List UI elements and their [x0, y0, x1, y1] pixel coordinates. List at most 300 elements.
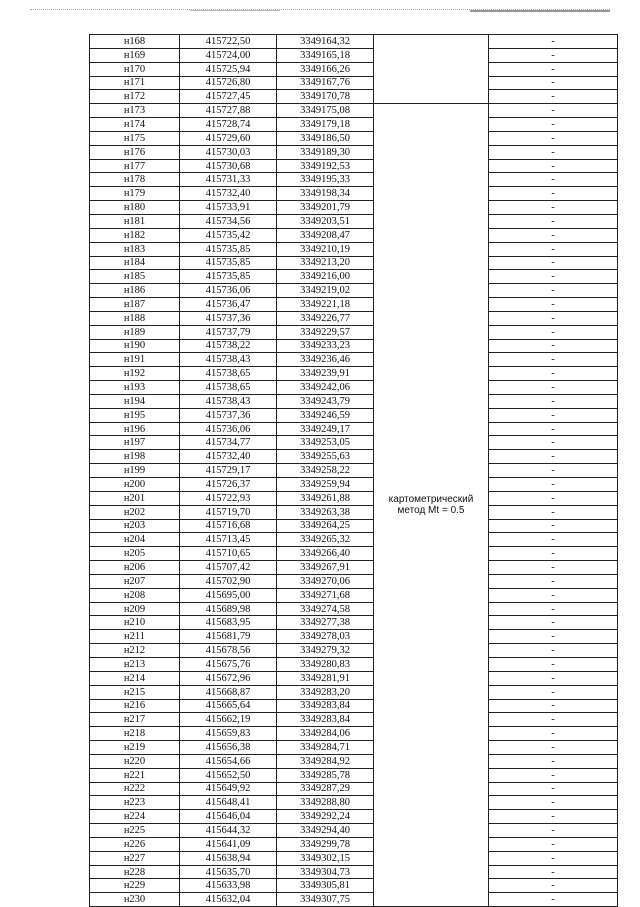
table-row [90, 187, 618, 201]
table-row [90, 782, 618, 796]
table-row [90, 48, 618, 62]
table-row [90, 201, 618, 215]
table-row [90, 699, 618, 713]
table-row [90, 547, 618, 561]
description-cell: - [489, 436, 618, 450]
point-id-cell: н178 [90, 173, 180, 187]
description-cell: - [489, 478, 618, 492]
point-id-cell: н208 [90, 588, 180, 602]
y-coordinate-cell: 3349253,05 [277, 436, 374, 450]
table-row [90, 630, 618, 644]
point-id-cell: н170 [90, 62, 180, 76]
point-id-cell: н224 [90, 810, 180, 824]
point-id-cell: н211 [90, 630, 180, 644]
point-id-cell: н217 [90, 713, 180, 727]
x-coordinate-cell: 415727,88 [180, 104, 277, 118]
x-coordinate-cell: 415738,43 [180, 394, 277, 408]
y-coordinate-cell: 3349236,46 [277, 353, 374, 367]
x-coordinate-cell: 415641,09 [180, 837, 277, 851]
table-row [90, 311, 618, 325]
x-coordinate-cell: 415668,87 [180, 685, 277, 699]
scan-artifact-line [470, 10, 610, 14]
table-row [90, 851, 618, 865]
description-cell: - [489, 464, 618, 478]
description-cell: - [489, 768, 618, 782]
x-coordinate-cell: 415730,03 [180, 145, 277, 159]
point-id-cell: н175 [90, 131, 180, 145]
description-cell: - [489, 561, 618, 575]
description-cell: - [489, 62, 618, 76]
description-cell: - [489, 505, 618, 519]
table-row [90, 533, 618, 547]
point-id-cell: н186 [90, 284, 180, 298]
x-coordinate-cell: 415730,68 [180, 159, 277, 173]
table-row [90, 561, 618, 575]
x-coordinate-cell: 415633,98 [180, 879, 277, 893]
table-row [90, 768, 618, 782]
x-coordinate-cell: 415725,94 [180, 62, 277, 76]
table-row [90, 90, 618, 104]
table-row [90, 256, 618, 270]
y-coordinate-cell: 3349274,58 [277, 602, 374, 616]
y-coordinate-cell: 3349285,78 [277, 768, 374, 782]
y-coordinate-cell: 3349299,78 [277, 837, 374, 851]
x-coordinate-cell: 415737,36 [180, 408, 277, 422]
point-id-cell: н230 [90, 893, 180, 907]
point-id-cell: н214 [90, 671, 180, 685]
y-coordinate-cell: 3349261,88 [277, 491, 374, 505]
y-coordinate-cell: 3349189,30 [277, 145, 374, 159]
table-row [90, 671, 618, 685]
y-coordinate-cell: 3349242,06 [277, 381, 374, 395]
point-id-cell: н219 [90, 741, 180, 755]
table-row [90, 810, 618, 824]
y-coordinate-cell: 3349278,03 [277, 630, 374, 644]
y-coordinate-cell: 3349283,84 [277, 699, 374, 713]
point-id-cell: н221 [90, 768, 180, 782]
description-cell: - [489, 256, 618, 270]
y-coordinate-cell: 3349283,84 [277, 713, 374, 727]
y-coordinate-cell: 3349226,77 [277, 311, 374, 325]
y-coordinate-cell: 3349271,68 [277, 588, 374, 602]
point-id-cell: н179 [90, 187, 180, 201]
point-id-cell: н184 [90, 256, 180, 270]
x-coordinate-cell: 415735,85 [180, 270, 277, 284]
x-coordinate-cell: 415662,19 [180, 713, 277, 727]
table-row [90, 616, 618, 630]
table-row [90, 131, 618, 145]
x-coordinate-cell: 415672,96 [180, 671, 277, 685]
description-cell: - [489, 450, 618, 464]
x-coordinate-cell: 415732,40 [180, 187, 277, 201]
table-row [90, 173, 618, 187]
table-row [90, 436, 618, 450]
x-coordinate-cell: 415638,94 [180, 851, 277, 865]
y-coordinate-cell: 3349170,78 [277, 90, 374, 104]
x-coordinate-cell: 415713,45 [180, 533, 277, 547]
point-id-cell: н229 [90, 879, 180, 893]
point-id-cell: н171 [90, 76, 180, 90]
x-coordinate-cell: 415731,33 [180, 173, 277, 187]
table-row [90, 325, 618, 339]
x-coordinate-cell: 415738,43 [180, 353, 277, 367]
x-coordinate-cell: 415719,70 [180, 505, 277, 519]
point-id-cell: н226 [90, 837, 180, 851]
table-row [90, 837, 618, 851]
point-id-cell: н199 [90, 464, 180, 478]
x-coordinate-cell: 415644,32 [180, 824, 277, 838]
point-id-cell: н177 [90, 159, 180, 173]
x-coordinate-cell: 415665,64 [180, 699, 277, 713]
table-row [90, 104, 618, 118]
y-coordinate-cell: 3349164,32 [277, 35, 374, 49]
y-coordinate-cell: 3349175,08 [277, 104, 374, 118]
x-coordinate-cell: 415689,98 [180, 602, 277, 616]
description-cell: - [489, 588, 618, 602]
point-id-cell: н195 [90, 408, 180, 422]
point-id-cell: н181 [90, 214, 180, 228]
point-id-cell: н197 [90, 436, 180, 450]
table-row [90, 242, 618, 256]
x-coordinate-cell: 415738,22 [180, 339, 277, 353]
table-row [90, 713, 618, 727]
x-coordinate-cell: 415735,42 [180, 228, 277, 242]
description-cell: - [489, 76, 618, 90]
description-cell: - [489, 311, 618, 325]
y-coordinate-cell: 3349267,91 [277, 561, 374, 575]
description-cell: - [489, 699, 618, 713]
description-cell: - [489, 879, 618, 893]
y-coordinate-cell: 3349287,29 [277, 782, 374, 796]
point-id-cell: н225 [90, 824, 180, 838]
description-cell: - [489, 533, 618, 547]
table-row [90, 62, 618, 76]
description-cell: - [489, 284, 618, 298]
table-row [90, 450, 618, 464]
x-coordinate-cell: 415726,37 [180, 478, 277, 492]
x-coordinate-cell: 415710,65 [180, 547, 277, 561]
point-id-cell: н218 [90, 727, 180, 741]
y-coordinate-cell: 3349243,79 [277, 394, 374, 408]
description-cell: - [489, 837, 618, 851]
description-cell: - [489, 754, 618, 768]
y-coordinate-cell: 3349292,24 [277, 810, 374, 824]
table-row [90, 519, 618, 533]
description-cell: - [489, 173, 618, 187]
x-coordinate-cell: 415649,92 [180, 782, 277, 796]
description-cell: - [489, 367, 618, 381]
x-coordinate-cell: 415707,42 [180, 561, 277, 575]
description-cell: - [489, 118, 618, 132]
y-coordinate-cell: 3349216,00 [277, 270, 374, 284]
description-cell: - [489, 145, 618, 159]
description-cell: - [489, 214, 618, 228]
y-coordinate-cell: 3349233,23 [277, 339, 374, 353]
x-coordinate-cell: 415656,38 [180, 741, 277, 755]
point-id-cell: н169 [90, 48, 180, 62]
table-row [90, 298, 618, 312]
x-coordinate-cell: 415734,77 [180, 436, 277, 450]
description-cell: - [489, 671, 618, 685]
point-id-cell: н194 [90, 394, 180, 408]
y-coordinate-cell: 3349198,34 [277, 187, 374, 201]
y-coordinate-cell: 3349279,32 [277, 644, 374, 658]
description-cell: - [489, 491, 618, 505]
y-coordinate-cell: 3349195,33 [277, 173, 374, 187]
point-id-cell: н183 [90, 242, 180, 256]
x-coordinate-cell: 415724,00 [180, 48, 277, 62]
table-row [90, 284, 618, 298]
coordinates-table-body [90, 35, 618, 907]
description-cell: - [489, 616, 618, 630]
point-id-cell: н193 [90, 381, 180, 395]
x-coordinate-cell: 415727,45 [180, 90, 277, 104]
scan-artifact-line [190, 10, 280, 12]
point-id-cell: н174 [90, 118, 180, 132]
table-row [90, 270, 618, 284]
x-coordinate-cell: 415722,93 [180, 491, 277, 505]
y-coordinate-cell: 3349304,73 [277, 865, 374, 879]
y-coordinate-cell: 3349263,38 [277, 505, 374, 519]
description-cell: - [489, 339, 618, 353]
point-id-cell: н188 [90, 311, 180, 325]
x-coordinate-cell: 415738,65 [180, 381, 277, 395]
description-cell: - [489, 131, 618, 145]
point-id-cell: н203 [90, 519, 180, 533]
y-coordinate-cell: 3349284,06 [277, 727, 374, 741]
x-coordinate-cell: 415729,17 [180, 464, 277, 478]
table-row [90, 879, 618, 893]
table-row [90, 145, 618, 159]
description-cell: - [489, 824, 618, 838]
x-coordinate-cell: 415738,65 [180, 367, 277, 381]
description-cell: - [489, 187, 618, 201]
x-coordinate-cell: 415695,00 [180, 588, 277, 602]
x-coordinate-cell: 415733,91 [180, 201, 277, 215]
y-coordinate-cell: 3349179,18 [277, 118, 374, 132]
method-cell [374, 104, 489, 907]
y-coordinate-cell: 3349284,92 [277, 754, 374, 768]
table-row [90, 505, 618, 519]
description-cell: - [489, 893, 618, 907]
y-coordinate-cell: 3349288,80 [277, 796, 374, 810]
point-id-cell: н205 [90, 547, 180, 561]
table-row [90, 685, 618, 699]
point-id-cell: н228 [90, 865, 180, 879]
point-id-cell: н216 [90, 699, 180, 713]
table-row [90, 574, 618, 588]
table-row [90, 214, 618, 228]
point-id-cell: н176 [90, 145, 180, 159]
x-coordinate-cell: 415632,04 [180, 893, 277, 907]
x-coordinate-cell: 415716,68 [180, 519, 277, 533]
description-cell: - [489, 713, 618, 727]
y-coordinate-cell: 3349246,59 [277, 408, 374, 422]
coordinates-table [89, 34, 618, 907]
x-coordinate-cell: 415652,50 [180, 768, 277, 782]
description-cell: - [489, 408, 618, 422]
x-coordinate-cell: 415683,95 [180, 616, 277, 630]
x-coordinate-cell: 415736,06 [180, 422, 277, 436]
point-id-cell: н191 [90, 353, 180, 367]
table-row [90, 754, 618, 768]
description-cell: - [489, 574, 618, 588]
y-coordinate-cell: 3349239,91 [277, 367, 374, 381]
table-row [90, 367, 618, 381]
point-id-cell: н190 [90, 339, 180, 353]
x-coordinate-cell: 415737,79 [180, 325, 277, 339]
description-cell: - [489, 201, 618, 215]
description-cell: - [489, 602, 618, 616]
x-coordinate-cell: 415702,90 [180, 574, 277, 588]
point-id-cell: н212 [90, 644, 180, 658]
point-id-cell: н204 [90, 533, 180, 547]
table-row [90, 35, 618, 49]
point-id-cell: н209 [90, 602, 180, 616]
point-id-cell: н180 [90, 201, 180, 215]
description-cell: - [489, 547, 618, 561]
description-cell: - [489, 242, 618, 256]
description-cell: - [489, 630, 618, 644]
description-cell: - [489, 519, 618, 533]
y-coordinate-cell: 3349255,63 [277, 450, 374, 464]
point-id-cell: н173 [90, 104, 180, 118]
x-coordinate-cell: 415736,06 [180, 284, 277, 298]
point-id-cell: н172 [90, 90, 180, 104]
point-id-cell: н192 [90, 367, 180, 381]
table-row [90, 118, 618, 132]
description-cell: - [489, 298, 618, 312]
point-id-cell: н196 [90, 422, 180, 436]
description-cell: - [489, 35, 618, 49]
point-id-cell: н185 [90, 270, 180, 284]
description-cell: - [489, 851, 618, 865]
x-coordinate-cell: 415728,74 [180, 118, 277, 132]
table-row [90, 394, 618, 408]
point-id-cell: н168 [90, 35, 180, 49]
point-id-cell: н182 [90, 228, 180, 242]
y-coordinate-cell: 3349277,38 [277, 616, 374, 630]
table-row [90, 727, 618, 741]
point-id-cell: н223 [90, 796, 180, 810]
description-cell: - [489, 104, 618, 118]
y-coordinate-cell: 3349167,76 [277, 76, 374, 90]
x-coordinate-cell: 415732,40 [180, 450, 277, 464]
y-coordinate-cell: 3349283,20 [277, 685, 374, 699]
y-coordinate-cell: 3349294,40 [277, 824, 374, 838]
table-row [90, 339, 618, 353]
description-cell: - [489, 741, 618, 755]
table-row [90, 422, 618, 436]
point-id-cell: н200 [90, 478, 180, 492]
description-cell: - [489, 644, 618, 658]
y-coordinate-cell: 3349281,91 [277, 671, 374, 685]
y-coordinate-cell: 3349221,18 [277, 298, 374, 312]
y-coordinate-cell: 3349264,25 [277, 519, 374, 533]
x-coordinate-cell: 415729,60 [180, 131, 277, 145]
x-coordinate-cell: 415726,80 [180, 76, 277, 90]
table-row [90, 478, 618, 492]
table-row [90, 228, 618, 242]
y-coordinate-cell: 3349284,71 [277, 741, 374, 755]
y-coordinate-cell: 3349186,50 [277, 131, 374, 145]
table-row [90, 824, 618, 838]
point-id-cell: н198 [90, 450, 180, 464]
y-coordinate-cell: 3349165,18 [277, 48, 374, 62]
y-coordinate-cell: 3349265,32 [277, 533, 374, 547]
point-id-cell: н207 [90, 574, 180, 588]
x-coordinate-cell: 415675,76 [180, 657, 277, 671]
table-row [90, 741, 618, 755]
x-coordinate-cell: 415648,41 [180, 796, 277, 810]
point-id-cell: н201 [90, 491, 180, 505]
point-id-cell: н227 [90, 851, 180, 865]
description-cell: - [489, 270, 618, 284]
y-coordinate-cell: 3349208,47 [277, 228, 374, 242]
x-coordinate-cell: 415736,47 [180, 298, 277, 312]
y-coordinate-cell: 3349201,79 [277, 201, 374, 215]
x-coordinate-cell: 415722,50 [180, 35, 277, 49]
table-row [90, 588, 618, 602]
table-row [90, 159, 618, 173]
description-cell: - [489, 90, 618, 104]
y-coordinate-cell: 3349166,26 [277, 62, 374, 76]
method-cell-empty [374, 35, 489, 104]
y-coordinate-cell: 3349203,51 [277, 214, 374, 228]
description-cell: - [489, 48, 618, 62]
x-coordinate-cell: 415681,79 [180, 630, 277, 644]
table-row [90, 657, 618, 671]
table-row [90, 865, 618, 879]
x-coordinate-cell: 415735,85 [180, 256, 277, 270]
y-coordinate-cell: 3349229,57 [277, 325, 374, 339]
point-id-cell: н202 [90, 505, 180, 519]
point-id-cell: н187 [90, 298, 180, 312]
description-cell: - [489, 381, 618, 395]
x-coordinate-cell: 415678,56 [180, 644, 277, 658]
x-coordinate-cell: 415635,70 [180, 865, 277, 879]
description-cell: - [489, 394, 618, 408]
method-accuracy: метод Mt = 0.5 [397, 505, 465, 517]
x-coordinate-cell: 415646,04 [180, 810, 277, 824]
description-cell: - [489, 865, 618, 879]
description-cell: - [489, 228, 618, 242]
y-coordinate-cell: 3349259,94 [277, 478, 374, 492]
x-coordinate-cell: 415734,56 [180, 214, 277, 228]
y-coordinate-cell: 3349302,15 [277, 851, 374, 865]
y-coordinate-cell: 3349307,75 [277, 893, 374, 907]
table-row [90, 796, 618, 810]
description-cell: - [489, 657, 618, 671]
x-coordinate-cell: 415659,83 [180, 727, 277, 741]
y-coordinate-cell: 3349280,83 [277, 657, 374, 671]
description-cell: - [489, 685, 618, 699]
point-id-cell: н206 [90, 561, 180, 575]
table-row [90, 464, 618, 478]
y-coordinate-cell: 3349213,20 [277, 256, 374, 270]
table-row [90, 491, 618, 505]
table-row [90, 76, 618, 90]
table-row [90, 408, 618, 422]
y-coordinate-cell: 3349219,02 [277, 284, 374, 298]
point-id-cell: н210 [90, 616, 180, 630]
y-coordinate-cell: 3349258,22 [277, 464, 374, 478]
y-coordinate-cell: 3349305,81 [277, 879, 374, 893]
description-cell: - [489, 810, 618, 824]
y-coordinate-cell: 3349249,17 [277, 422, 374, 436]
description-cell: - [489, 353, 618, 367]
description-cell: - [489, 796, 618, 810]
